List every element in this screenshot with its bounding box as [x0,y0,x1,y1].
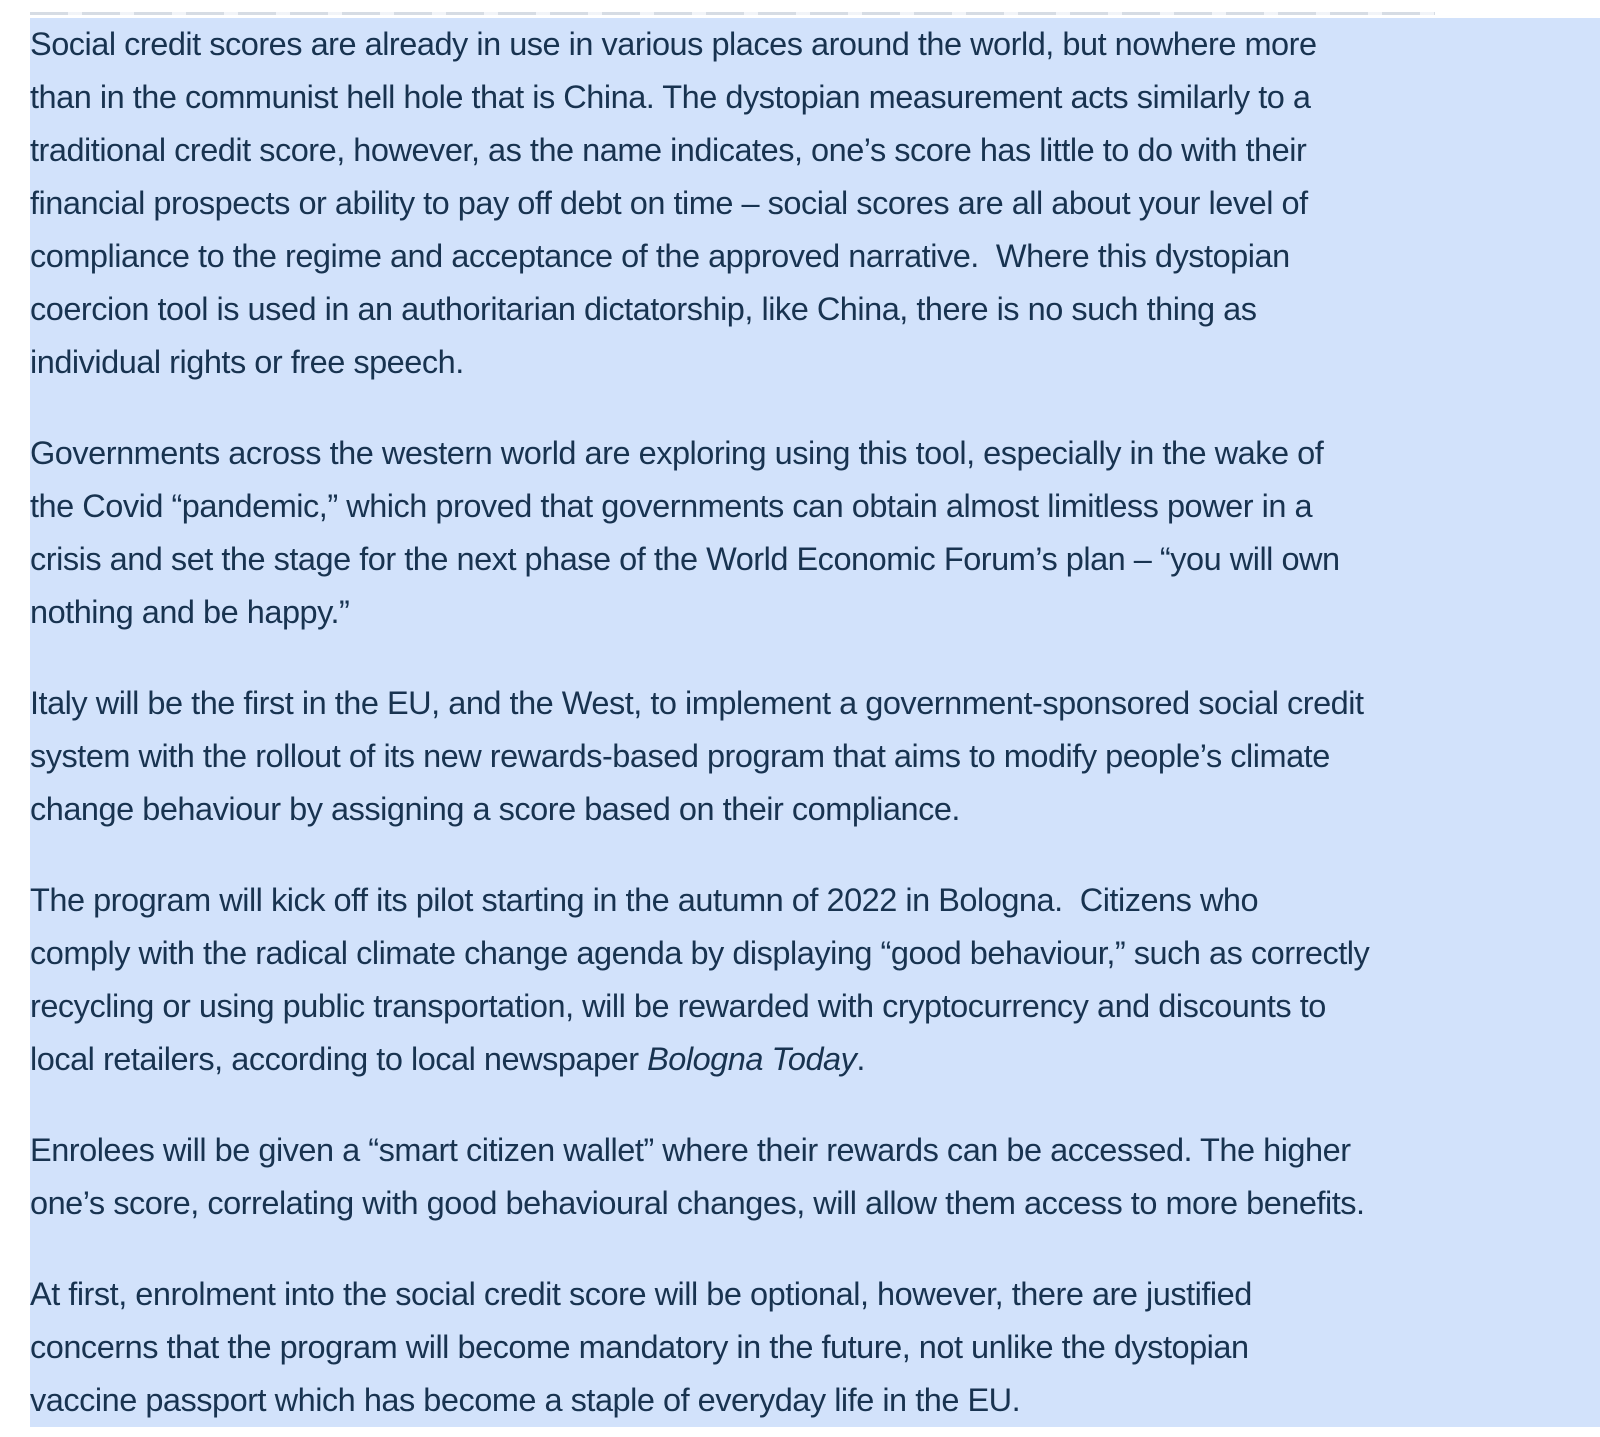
text-segment: than in the communist hell hole that is China. The dystopian measurement acts similarly to a [30,79,1311,115]
text-segment: compliance to the regime and acceptance of the approved narrative. Where this dystopian [30,238,1290,274]
text-segment: Italy will be the first in the EU, and the West, to implement a government-sponsored social credit [30,685,1364,721]
text-line [30,283,1600,336]
text-segment: vaccine passport which has become a staple of everyday life in the EU. [30,1382,1021,1418]
text-segment: . [856,1041,865,1077]
text-line [30,230,1600,283]
text-line [30,427,1600,480]
paragraph [30,427,1600,639]
italic-publication-name: Bologna Today [647,1041,857,1077]
text-segment: Governments across the western world are exploring using this tool, especially in the wake of [30,435,1324,471]
text-segment: system with the rollout of its new rewards-based program that aims to modify people’s climate [30,738,1330,774]
text-segment: recycling or using public transportation, will be rewarded with cryptocurrency and discounts to [30,988,1326,1024]
text-line [30,480,1600,533]
text-segment: traditional credit score, however, as the name indicates, one’s score has little to do with their [30,132,1307,168]
text-segment: coercion tool is used in an authoritarian dictatorship, like China, there is no such thing as [30,291,1257,327]
selected-text-block[interactable] [30,18,1600,1427]
paragraph [30,1124,1600,1230]
text-segment: Enrolees will be given a “smart citizen wallet” where their rewards can be accessed. The higher [30,1132,1351,1168]
paragraph [30,677,1600,836]
text-segment: local retailers, according to local newspaper [30,1041,648,1077]
paragraph [30,874,1600,1086]
text-line [30,586,1600,639]
text-line [30,336,1600,389]
text-line [30,1177,1600,1230]
text-segment: financial prospects or ability to pay off debt on time – social scores are all about your level of [30,185,1308,221]
text-line [30,177,1600,230]
text-line [30,71,1600,124]
text-line [30,730,1600,783]
text-segment: concerns that the program will become mandatory in the future, not unlike the dystopian [30,1329,1249,1365]
text-line [30,783,1600,836]
text-line [30,980,1600,1033]
text-line [30,1033,1600,1086]
text-line [30,874,1600,927]
paragraph [30,1268,1600,1427]
text-line [30,1374,1600,1427]
text-line [30,1268,1600,1321]
paragraph [30,18,1600,389]
text-segment: At first, enrolment into the social credit score will be optional, however, there are justified [30,1276,1252,1312]
text-line [30,533,1600,586]
text-segment: individual rights or free speech. [30,344,464,380]
cropped-previous-line-remnant [30,12,1435,15]
text-segment: one’s score, correlating with good behavioural changes, will allow them access to more benefits. [30,1185,1365,1221]
text-line [30,1124,1600,1177]
text-line [30,677,1600,730]
text-segment: the Covid “pandemic,” which proved that governments can obtain almost limitless power in a [30,488,1313,524]
text-line [30,124,1600,177]
text-segment: nothing and be happy.” [30,594,350,630]
text-segment: crisis and set the stage for the next phase of the World Economic Forum’s plan – “you will own [30,541,1340,577]
text-line [30,927,1600,980]
text-line [30,1321,1600,1374]
text-segment: change behaviour by assigning a score based on their compliance. [30,791,960,827]
text-segment: comply with the radical climate change agenda by displaying “good behaviour,” such as correctly [30,935,1370,971]
text-segment: The program will kick off its pilot starting in the autumn of 2022 in Bologna. Citizens who [30,882,1259,918]
text-segment: Social credit scores are already in use in various places around the world, but nowhere more [30,26,1317,62]
text-line [30,18,1600,71]
